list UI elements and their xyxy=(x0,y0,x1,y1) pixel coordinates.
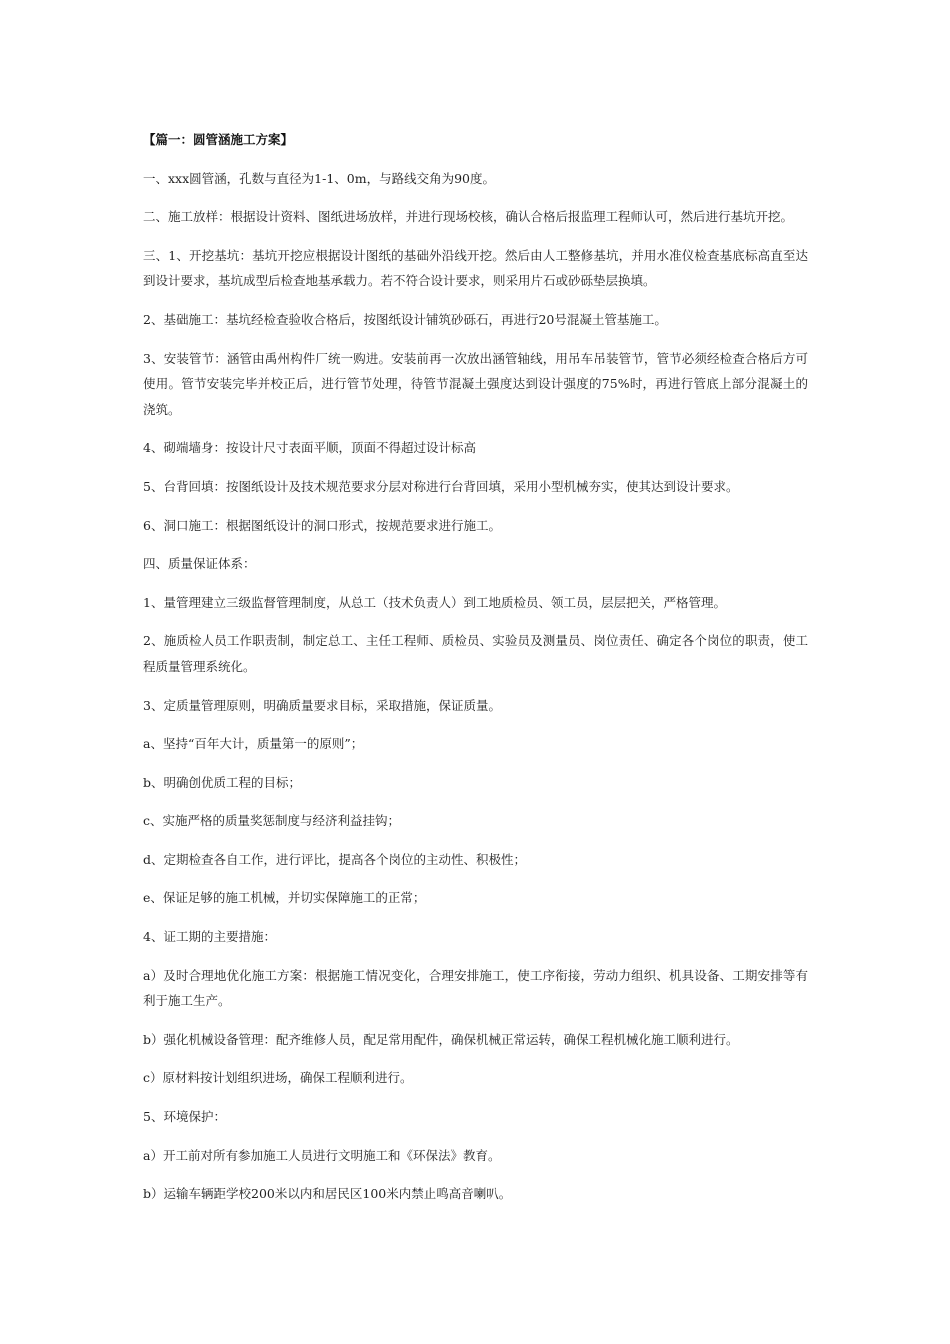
list-item-e: e、保证足够的施工机械，并切实保障施工的正常； xyxy=(143,890,426,906)
paragraph-12: 3、定质量管理原则，明确质量要求目标，采取措施，保证质量。 xyxy=(143,697,501,713)
paragraph-6: 4、砌端墙身：按设计尺寸表面平顺，顶面不得超过设计标高 xyxy=(143,440,476,456)
list-item-a: a、坚持“百年大计，质量第一的原则”； xyxy=(143,736,364,752)
environment-item-b: b）运输车辆距学校200米以内和居民区100米内禁止鸣高音喇叭。 xyxy=(143,1186,512,1202)
subsection-heading-schedule: 4、证工期的主要措施： xyxy=(143,929,276,945)
document-title: 【篇一：圆管涵施工方案】 xyxy=(143,132,294,147)
paragraph-10: 1、量管理建立三级监督管理制度，从总工（技术负责人）到工地质检员、领工员，层层把关，严格管理。 xyxy=(143,594,726,610)
paragraph-1: 一、xxx圆管涵，孔数与直径为1-1、0m，与路线交角为90度。 xyxy=(143,170,495,186)
subsection-heading-environment: 5、环境保护： xyxy=(143,1109,226,1125)
list-item-d: d、定期检查各自工作，进行评比，提高各个岗位的主动性、积极性； xyxy=(143,851,527,867)
environment-item-a: a）开工前对所有参加施工人员进行文明施工和《环保法》教育。 xyxy=(143,1147,501,1163)
section-heading-quality: 四、质量保证体系： xyxy=(143,556,256,572)
document-body xyxy=(143,127,808,1220)
schedule-item-b: b）强化机械设备管理：配齐维修人员，配足常用配件，确保机械正常运转，确保工程机械化施工顺利进行。 xyxy=(143,1031,739,1047)
paragraph-3: 三、1、开挖基坑：基坑开挖应根据设计图纸的基础外沿线开挖。然后由人工整修基坑，并用水准仪检查基底标高直至达到设计要求，基坑成型后检查地基承载力。若不符合设计要求，则采用片石或砂砾垫层换填。 xyxy=(143,247,808,289)
paragraph-5: 3、安装管节：涵管由禹州构件厂统一购进。安装前再一次放出涵管轴线，用吊车吊装管节，管节必须经检查合格后方可使用。管节安装完毕并校正后，进行管节处理，待管节混凝土强度达到设计强度的75%时，再进行管底上部分混凝土的浇筑。 xyxy=(143,350,808,417)
schedule-item-c: c）原材料按计划组织进场，确保工程顺利进行。 xyxy=(143,1070,413,1086)
paragraph-8: 6、洞口施工：根据图纸设计的洞口形式，按规范要求进行施工。 xyxy=(143,517,501,533)
list-item-b: b、明确创优质工程的目标； xyxy=(143,774,302,790)
list-item-c: c、实施严格的质量奖惩制度与经济利益挂钩； xyxy=(143,813,401,829)
paragraph-4: 2、基础施工：基坑经检查验收合格后，按图纸设计铺筑砂砾石，再进行20号混凝土管基施工。 xyxy=(143,311,667,327)
paragraph-11: 2、施质检人员工作职责制，制定总工、主任工程师、质检员、实验员及测量员、岗位责任、确定各个岗位的职责，使工程质量管理系统化。 xyxy=(143,633,808,674)
paragraph-2: 二、施工放样：根据设计资料、图纸进场放样，并进行现场校核，确认合格后报监理工程师认可，然后进行基坑开挖。 xyxy=(143,209,794,225)
schedule-item-a: a）及时合理地优化施工方案：根据施工情况变化，合理安排施工，使工序衔接，劳动力组织、机具设备、工期安排等有利于施工生产。 xyxy=(143,967,808,1009)
paragraph-7: 5、台背回填：按图纸设计及技术规范要求分层对称进行台背回填，采用小型机械夯实，使其达到设计要求。 xyxy=(143,478,739,494)
